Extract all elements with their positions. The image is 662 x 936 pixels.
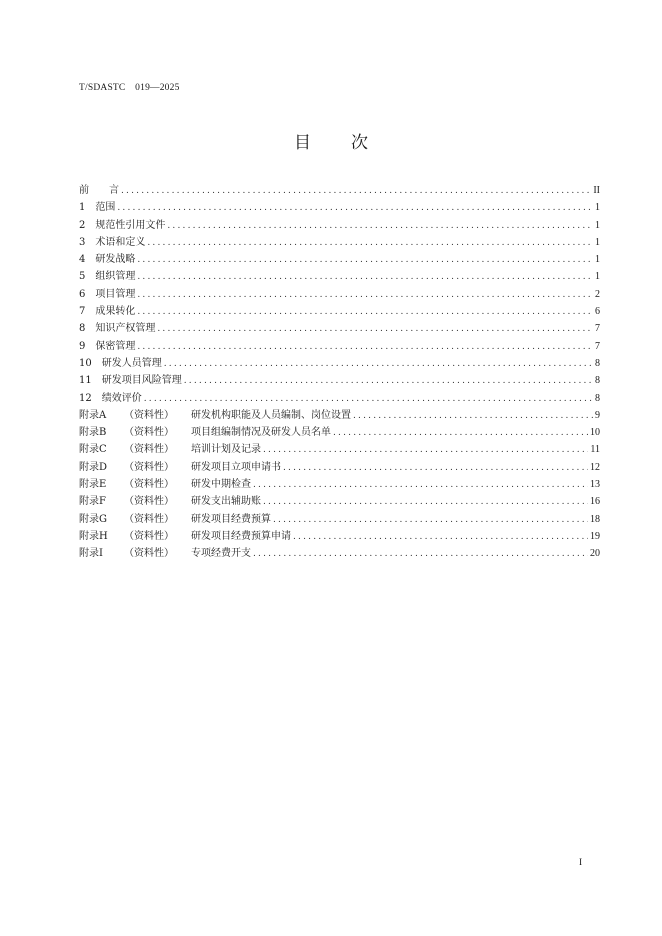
toc-entry-project-management[interactable] (79, 286, 600, 303)
toc-page-number: 13 (590, 479, 600, 491)
toc-page-number: 1 (595, 254, 600, 266)
toc-entry-confidentiality[interactable] (79, 338, 600, 355)
appendix-title: 研发支出辅助账 (191, 496, 261, 508)
toc-leader-dots (293, 529, 588, 546)
toc-entry-label (79, 441, 261, 458)
toc-entry-label: 3 术语和定义 (79, 236, 146, 248)
toc-leader-dots (147, 235, 593, 252)
toc-entry-label (79, 459, 281, 476)
toc-leader-dots (144, 391, 593, 408)
toc-leader-dots (167, 218, 593, 235)
appendix-id: 附录C (79, 444, 107, 456)
toc-entry-achievement-transformation[interactable] (79, 303, 600, 320)
toc-entry-label: 10 研发人员管理 (79, 357, 162, 369)
appendix-id: 附录B (79, 427, 107, 439)
toc-entry-label (79, 528, 291, 545)
appendix-type: （资料性） (124, 479, 174, 491)
appendix-id: 附录I (79, 548, 103, 560)
appendix-type: （资料性） (124, 461, 174, 473)
toc-entry-foreword[interactable] (79, 182, 600, 199)
toc-page-number: 2 (595, 288, 600, 300)
toc-entry-label: 7 成果转化 (79, 306, 136, 318)
appendix-id: 附录H (79, 530, 108, 542)
toc-leader-dots (253, 546, 588, 563)
toc-page-number: 1 (595, 219, 600, 231)
appendix-type: （资料性） (124, 444, 174, 456)
toc-leader-dots (121, 183, 591, 200)
appendix-title: 专项经费开支 (191, 548, 251, 560)
appendix-type: （资料性） (124, 409, 174, 421)
page-number-footer: I (579, 858, 583, 868)
appendix-title: 研发中期检查 (191, 479, 251, 491)
toc-page-number: 1 (595, 202, 600, 214)
toc-page-number: 20 (590, 548, 600, 560)
toc-entry-label (79, 407, 351, 424)
toc-page-number: 8 (595, 375, 600, 387)
appendix-title: 研发机构职能及人员编制、岗位设置 (191, 409, 351, 421)
toc-leader-dots (137, 287, 593, 304)
toc-entry-normative-references[interactable] (79, 217, 600, 234)
toc-leader-dots (273, 512, 588, 529)
toc-entry-label: 5 组织管理 (79, 271, 136, 283)
toc-entry-appendix-b[interactable] (79, 424, 600, 441)
toc-entry-label: 2 规范性引用文件 (79, 219, 166, 231)
toc-entry-appendix-d[interactable] (79, 459, 600, 476)
toc-page-number: 10 (590, 427, 600, 439)
toc-leader-dots (353, 408, 593, 425)
toc-entry-label (79, 424, 331, 441)
toc-entry-appendix-g[interactable] (79, 511, 600, 528)
toc-entry-appendix-i[interactable] (79, 545, 600, 562)
toc-entry-label: 8 知识产权管理 (79, 323, 156, 335)
toc-entry-rd-strategy[interactable] (79, 251, 600, 268)
toc-leader-dots (184, 373, 593, 390)
appendix-id: 附录D (79, 461, 108, 473)
toc-entry-risk-management[interactable] (79, 372, 600, 389)
toc-entry-organization-management[interactable] (79, 268, 600, 285)
appendix-title: 培训计划及记录 (191, 444, 261, 456)
toc-entry-performance-evaluation[interactable] (79, 390, 600, 407)
toc-page-number: 11 (590, 444, 600, 456)
toc-page-number: 19 (590, 530, 600, 542)
appendix-title: 研发项目立项申请书 (191, 461, 281, 473)
toc-entry-appendix-c[interactable] (79, 441, 600, 458)
toc-leader-dots (157, 321, 593, 338)
toc-entry-terms-definitions[interactable] (79, 234, 600, 251)
toc-leader-dots (137, 339, 593, 356)
toc-page-number: 1 (595, 271, 600, 283)
toc-leader-dots (137, 252, 593, 269)
toc-leader-dots (263, 494, 588, 511)
toc-entry-appendix-e[interactable] (79, 476, 600, 493)
appendix-id: 附录A (79, 409, 107, 421)
toc-leader-dots (137, 269, 593, 286)
appendix-type: （资料性） (124, 548, 174, 560)
toc-page-number: 12 (590, 461, 600, 473)
page-title: 目次 (294, 133, 408, 153)
appendix-id: 附录E (79, 479, 107, 491)
toc-entry-appendix-f[interactable] (79, 493, 600, 510)
toc-entry-label (79, 493, 261, 510)
appendix-type: （资料性） (124, 427, 174, 439)
toc-page-number: 7 (595, 323, 600, 335)
appendix-id: 附录F (79, 496, 106, 508)
toc-leader-dots (333, 425, 588, 442)
toc-page-number: II (593, 185, 600, 196)
toc-leader-dots (253, 477, 588, 494)
toc-entry-appendix-h[interactable] (79, 528, 600, 545)
appendix-type: （资料性） (124, 513, 174, 525)
toc-leader-dots (263, 442, 588, 459)
toc-entry-label: 9 保密管理 (79, 340, 136, 352)
toc-leader-dots (117, 200, 593, 217)
toc-leader-dots (283, 460, 588, 477)
toc-page-number: 8 (595, 357, 600, 369)
toc-page-number: 1 (595, 236, 600, 248)
toc-entry-label (79, 476, 251, 493)
toc-entry-ip-management[interactable] (79, 320, 600, 337)
toc-page-number: 6 (595, 306, 600, 318)
toc-entry-label: 11 研发项目风险管理 (79, 375, 182, 387)
toc-entry-label (79, 511, 271, 528)
toc-entry-label (79, 545, 251, 562)
appendix-type: （资料性） (124, 496, 174, 508)
toc-entry-rd-personnel[interactable] (79, 355, 600, 372)
toc-entry-label: 6 项目管理 (79, 288, 136, 300)
standard-code-header: T/SDASTC 019—2025 (79, 83, 180, 93)
appendix-title: 研发项目经费预算申请 (191, 530, 291, 542)
appendix-title: 项目组编制情况及研发人员名单 (191, 427, 331, 439)
toc-page-number: 7 (595, 340, 600, 352)
toc-page-number: 16 (590, 496, 600, 508)
appendix-type: （资料性） (124, 530, 174, 542)
toc-entry-appendix-a[interactable] (79, 407, 600, 424)
table-of-contents (79, 182, 600, 563)
toc-entry-label: 前 言 (79, 185, 119, 196)
toc-entry-scope[interactable] (79, 199, 600, 216)
toc-entry-label: 4 研发战略 (79, 254, 136, 266)
toc-entry-label: 12 绩效评价 (79, 392, 142, 404)
toc-leader-dots (137, 304, 593, 321)
appendix-id: 附录G (79, 513, 107, 525)
toc-entry-label: 1 范围 (79, 202, 116, 214)
toc-leader-dots (164, 356, 593, 373)
appendix-title: 研发项目经费预算 (191, 513, 271, 525)
toc-page-number: 9 (595, 409, 600, 421)
toc-page-number: 8 (595, 392, 600, 404)
toc-page-number: 18 (590, 513, 600, 525)
